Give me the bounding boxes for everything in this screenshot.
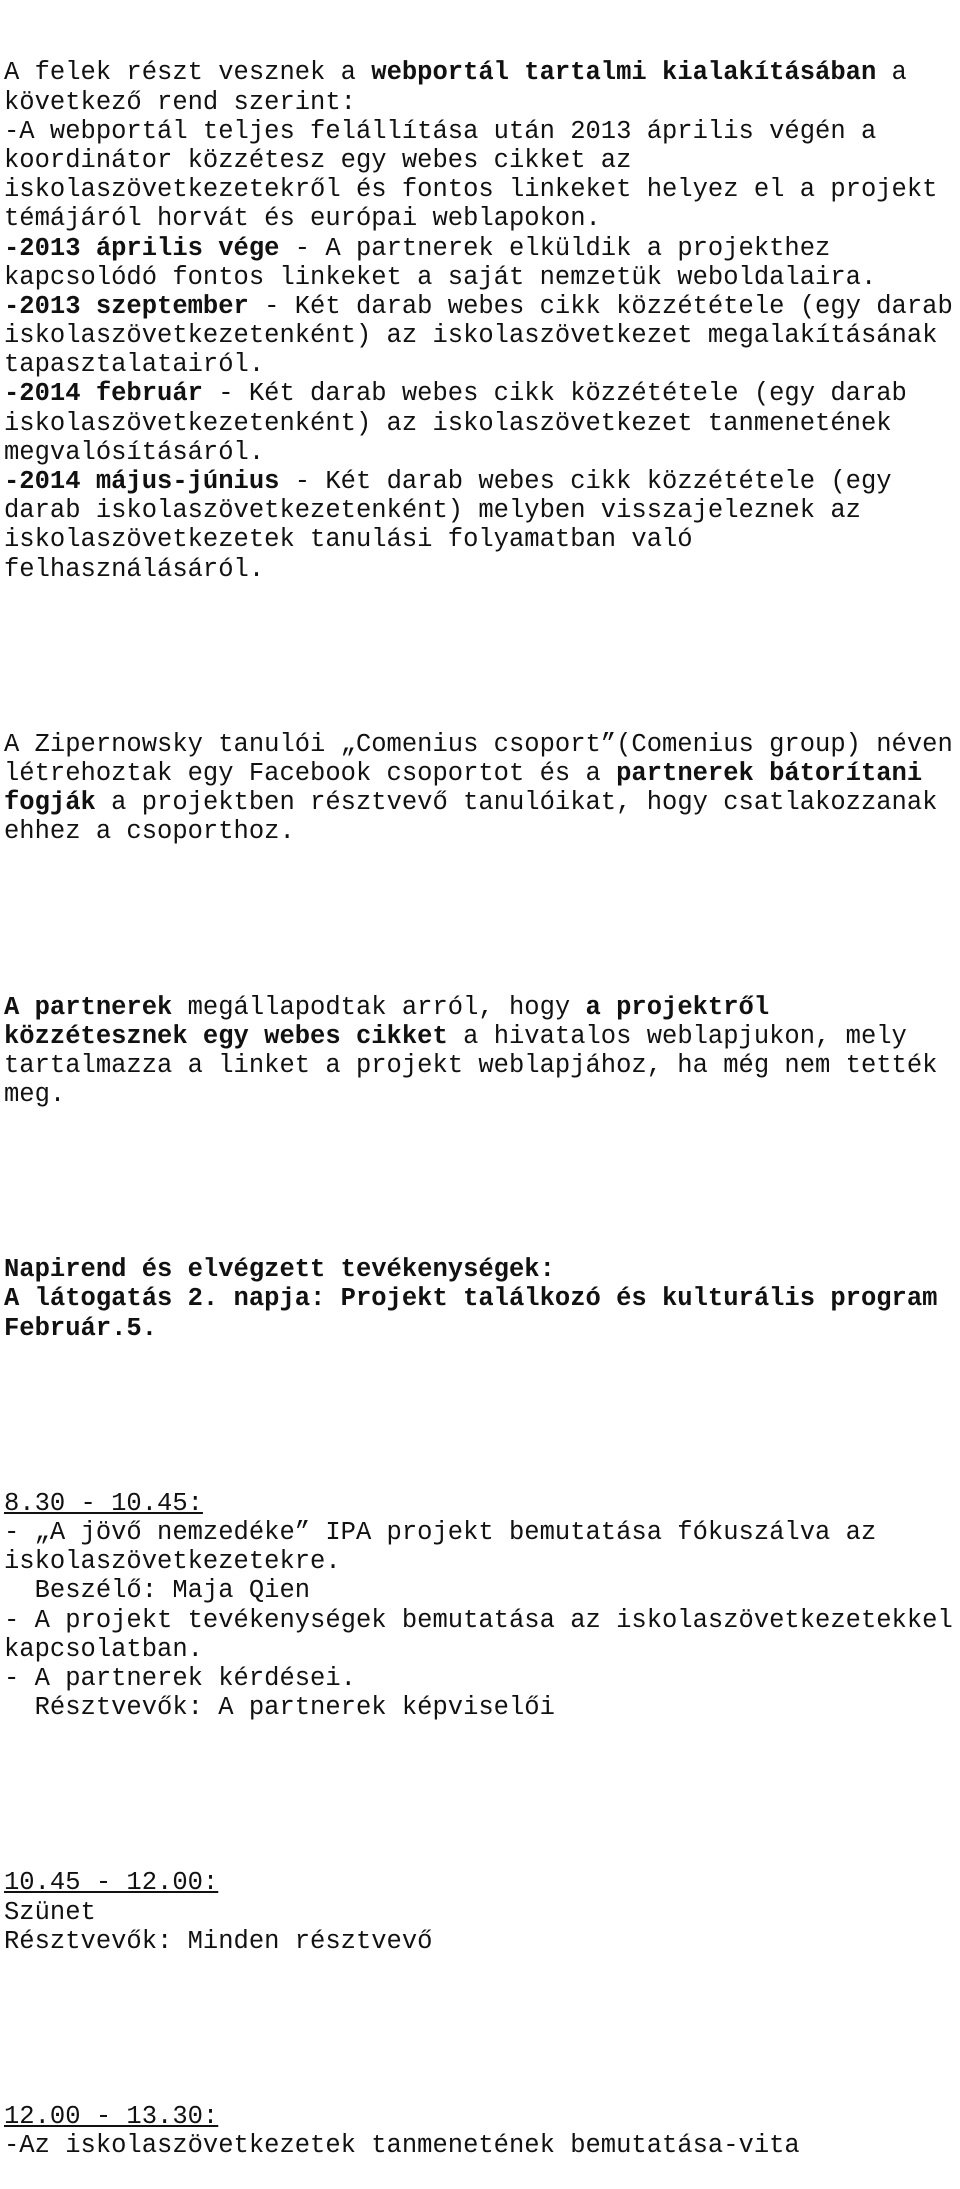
text-line <box>4 350 960 379</box>
text-run: A Zipernowsky tanulói „Comenius csoport”(Comenius group) néven <box>4 729 953 759</box>
text-run: ehhez a csoporthoz. <box>4 817 295 847</box>
text-run: kapcsolódó fontos linkeket a saját nemzetük weboldalaira. <box>4 262 877 292</box>
text-run: meg. <box>4 1080 66 1110</box>
facebook-group-paragraph <box>4 730 960 847</box>
text-line <box>4 1489 960 1518</box>
text-run: a hivatalos weblapjukon, mely <box>447 1021 907 1051</box>
text-line <box>4 321 960 350</box>
text-line <box>4 263 960 292</box>
spacer <box>4 905 960 934</box>
text-line <box>4 1927 960 1956</box>
time-slot-heading: 10.45 - 12.00: <box>4 1868 219 1898</box>
agenda-slot-1 <box>4 1489 960 1723</box>
bold-text-run: partnerek bátorítani <box>616 758 923 788</box>
text-run: darab iskolaszövetkezetenként) melyben visszajeleznek az <box>4 496 861 526</box>
agreement-paragraph <box>4 993 960 1110</box>
text-run: -A webportál teljes felállítása után 2013 április végén a <box>4 116 877 146</box>
bold-text-run: Február.5. <box>4 1313 158 1343</box>
text-run: iskolaszövetkezetenként) az iskolaszövetkezet tanmenetének <box>4 408 892 438</box>
agenda-slot-2 <box>4 1868 960 1956</box>
text-line <box>4 1051 960 1080</box>
text-run: a <box>876 58 907 88</box>
text-line <box>4 817 960 846</box>
text-line <box>4 1576 960 1605</box>
text-line <box>4 117 960 146</box>
text-line <box>4 2102 960 2131</box>
text-line <box>4 525 960 554</box>
text-run: iskolaszövetkezetek tanulási folyamatban való <box>4 525 693 555</box>
text-run: - Két darab webes cikk közzététele (egy <box>279 467 892 497</box>
bold-text-run: a projektről <box>585 992 770 1022</box>
spacer <box>4 642 960 671</box>
time-slot-heading: 12.00 - 13.30: <box>4 2101 219 2131</box>
text-run: következő rend szerint: <box>4 87 356 117</box>
text-line <box>4 175 960 204</box>
agenda-slot-3 <box>4 2102 960 2160</box>
bold-text-run: -2013 április vége <box>4 233 280 263</box>
text-line <box>4 1664 960 1693</box>
text-line <box>4 1868 960 1897</box>
text-run: megvalósításáról. <box>4 437 265 467</box>
text-run: a projektben résztvevő tanulóikat, hogy csatlakozzanak <box>95 788 938 818</box>
text-line <box>4 467 960 496</box>
text-run: létrehoztak egy Facebook csoportot és a <box>4 758 617 788</box>
text-run: tartalmazza a linket a projekt weblapjához, ha még nem tették <box>4 1050 938 1080</box>
text-line <box>4 730 960 759</box>
bold-text-run: Napirend és elvégzett tevékenységek: <box>4 1255 555 1285</box>
spacer <box>4 1168 960 1197</box>
text-line <box>4 496 960 525</box>
text-run: Szünet <box>4 1897 96 1927</box>
text-line <box>4 1606 960 1635</box>
bold-text-run: -2014 május-június <box>4 467 280 497</box>
bold-text-run: -2013 szeptember <box>4 291 249 321</box>
text-run: - A projekt tevékenységek bemutatása az iskolaszövetkezetekkel <box>4 1605 953 1635</box>
web-content-paragraph <box>4 58 960 583</box>
bold-text-run: A látogatás 2. napja: Projekt találkozó és kulturális program <box>4 1284 938 1314</box>
text-run: iskolaszövetkezetekről és fontos linkeket helyez el a projekt <box>4 175 938 205</box>
spacer <box>4 2014 960 2043</box>
text-run: felhasználásáról. <box>4 554 265 584</box>
text-line <box>4 292 960 321</box>
text-line <box>4 146 960 175</box>
text-run: Résztvevők: A partnerek képviselői <box>4 1693 555 1723</box>
text-run: - Két darab webes cikk közzététele (egy darab <box>248 291 953 321</box>
text-run: - A partnerek elküldik a projekthez <box>279 233 831 263</box>
agenda-header <box>4 1255 960 1343</box>
text-line <box>4 1898 960 1927</box>
text-run: iskolaszövetkezetenként) az iskolaszövetkezet megalakításának <box>4 321 938 351</box>
text-line <box>4 1518 960 1547</box>
text-run: -Az iskolaszövetkezetek tanmenetének bemutatása-vita <box>4 2131 800 2161</box>
text-line <box>4 759 960 788</box>
text-line <box>4 1022 960 1051</box>
text-run: tapasztalatairól. <box>4 350 265 380</box>
text-line <box>4 1284 960 1313</box>
text-line <box>4 993 960 1022</box>
bold-text-run: fogják <box>4 788 96 818</box>
text-line <box>4 1635 960 1664</box>
text-run: Beszélő: Maja Qien <box>4 1576 311 1606</box>
text-line <box>4 204 960 233</box>
text-line <box>4 555 960 584</box>
text-line <box>4 1693 960 1722</box>
text-run: - Két darab webes cikk közzététele (egy darab <box>202 379 907 409</box>
text-line <box>4 1547 960 1576</box>
text-line <box>4 234 960 263</box>
text-line <box>4 2131 960 2160</box>
text-run: iskolaszövetkezetekre. <box>4 1547 341 1577</box>
text-line <box>4 409 960 438</box>
text-line <box>4 1255 960 1284</box>
text-line <box>4 379 960 408</box>
bold-text-run: -2014 február <box>4 379 203 409</box>
bold-text-run: közzétesznek egy webes cikket <box>4 1021 448 1051</box>
text-run: - A partnerek kérdései. <box>4 1663 356 1693</box>
time-slot-heading: 8.30 - 10.45: <box>4 1488 203 1518</box>
text-run: koordinátor közzétesz egy webes cikket az <box>4 145 632 175</box>
bold-text-run: webportál tartalmi kialakításában <box>371 58 877 88</box>
text-line <box>4 438 960 467</box>
text-line <box>4 1314 960 1343</box>
text-run: Résztvevők: Minden résztvevő <box>4 1926 433 1956</box>
text-line <box>4 1080 960 1109</box>
bold-text-run: A partnerek <box>4 992 173 1022</box>
text-line <box>4 788 960 817</box>
text-line <box>4 88 960 117</box>
spacer <box>4 1401 960 1430</box>
text-line <box>4 58 960 87</box>
text-run: - „A jövő nemzedéke” IPA projekt bemutatása fókuszálva az <box>4 1518 877 1548</box>
text-run: kapcsolatban. <box>4 1634 203 1664</box>
spacer <box>4 1781 960 1810</box>
text-run: témájáról horvát és európai weblapokon. <box>4 204 601 234</box>
text-run: A felek részt vesznek a <box>4 58 372 88</box>
text-run: megállapodtak arról, hogy <box>172 992 586 1022</box>
